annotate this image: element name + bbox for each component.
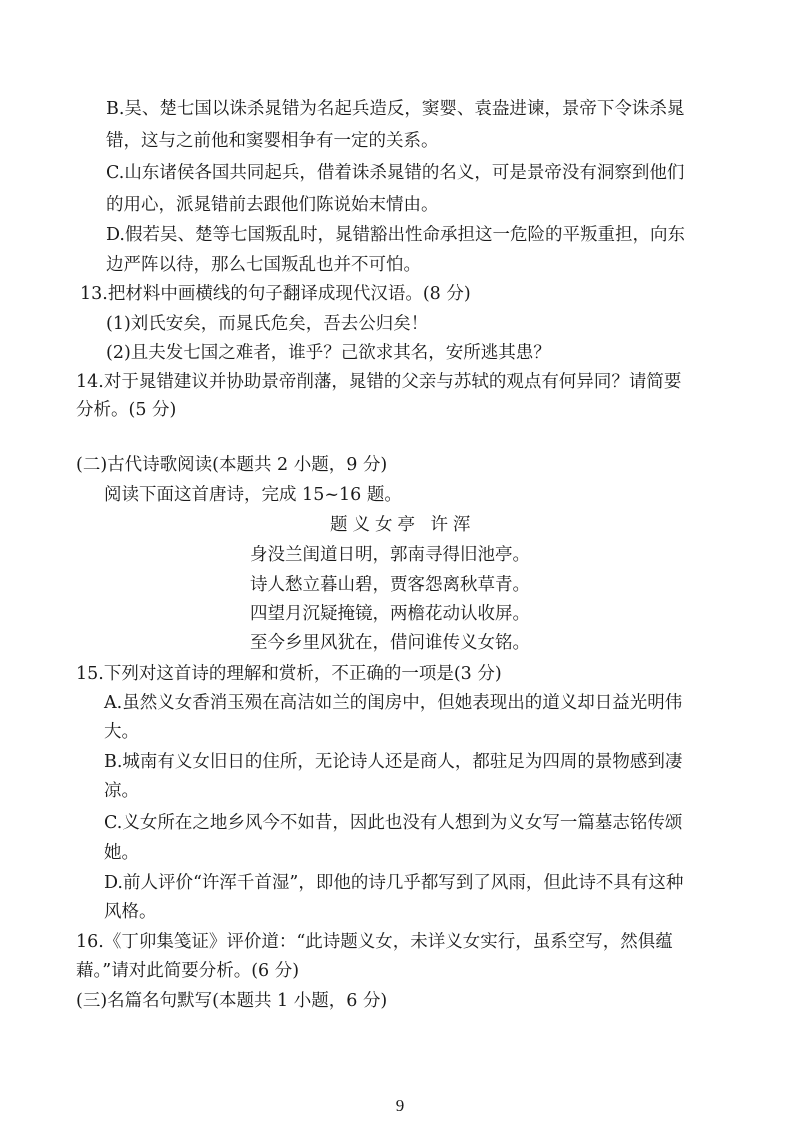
q12-option-d-line2: 边严阵以待，那么七国叛乱也并不可怕。 xyxy=(106,255,421,275)
poem-line: 诗人愁立暮山碧，贾客怨离秋草青。 xyxy=(250,575,530,595)
q12-option-b-line2: 错，这与之前他和窦婴相争有一定的关系。 xyxy=(106,131,439,151)
q12-option-d-line1: D.假若吴、楚等七国叛乱时，晁错豁出性命承担这一危险的平叛重担，向东 xyxy=(106,225,685,245)
q15-option-b-line2: 凉。 xyxy=(104,781,139,801)
q15-option-a-line2: 大。 xyxy=(104,722,139,742)
section2-heading: (二)古代诗歌阅读(本题共 2 小题，9 分) xyxy=(76,455,388,475)
poem-title: 题义女亭 许浑 xyxy=(330,515,476,535)
poem-line: 四望月沉疑掩镜，两檐花动认收屏。 xyxy=(250,604,530,624)
q12-option-b-line1: B.吴、楚七国以诛杀晁错为名起兵造反，窦婴、袁盎进谏，景帝下令诛杀晁 xyxy=(106,99,685,119)
q15-option-d-line1: D.前人评价“许浑千首湿”，即他的诗几乎都写到了风雨，但此诗不具有这种 xyxy=(104,873,684,893)
q16-line2: 藉。”请对此简要分析。(6 分) xyxy=(76,961,300,981)
q15-option-d-line2: 风格。 xyxy=(104,902,157,922)
q15-option-a-line1: A.虽然义女香消玉殒在高洁如兰的闺房中，但她表现出的道义却日益光明伟 xyxy=(104,693,683,713)
q15-option-c-line1: C.义女所在之地乡风今不如昔，因此也没有人想到为义女写一篇墓志铭传颂 xyxy=(104,813,683,833)
q12-option-c-line2: 的用心，派晁错前去跟他们陈说始末情由。 xyxy=(106,195,439,215)
poem-line: 身没兰闺道日明，郭南寻得旧池亭。 xyxy=(250,545,530,565)
q13-item-2: (2)且夫发七国之难者，谁乎？己欲求其名，安所逃其患？ xyxy=(106,343,551,363)
q13-item-1: (1)刘氏安矣，而晁氏危矣，吾去公归矣！ xyxy=(106,314,429,334)
q12-option-c-line1: C.山东诸侯各国共同起兵，借着诛杀晁错的名义，可是景帝没有洞察到他们 xyxy=(106,163,685,183)
q15-option-b-line1: B.城南有义女旧日的住所，无论诗人还是商人，都驻足为四周的景物感到凄 xyxy=(104,752,683,772)
q14-line1: 14.对于晁错建议并协助景帝削藩，晁错的父亲与苏轼的观点有何异同？请简要 xyxy=(76,372,682,392)
section3-heading: (三)名篇名句默写(本题共 1 小题，6 分) xyxy=(76,991,388,1011)
q15-stem: 15.下列对这首诗的理解和赏析，不正确的一项是(3 分) xyxy=(76,664,502,684)
page-number: 9 xyxy=(395,1096,405,1115)
q15-option-c-line2: 她。 xyxy=(104,843,139,863)
q13-stem: 13.把材料中画横线的句子翻译成现代汉语。(8 分) xyxy=(80,284,471,304)
poem-line: 至今乡里风犹在，借问谁传义女铭。 xyxy=(250,633,530,653)
q14-line2: 分析。(5 分) xyxy=(76,400,177,420)
section2-instruction: 阅读下面这首唐诗，完成 15~16 题。 xyxy=(104,485,402,505)
q16-line1: 16.《丁卯集笺证》评价道：“此诗题义女，未详义女实行，虽系空写，然俱蕴 xyxy=(76,932,673,952)
